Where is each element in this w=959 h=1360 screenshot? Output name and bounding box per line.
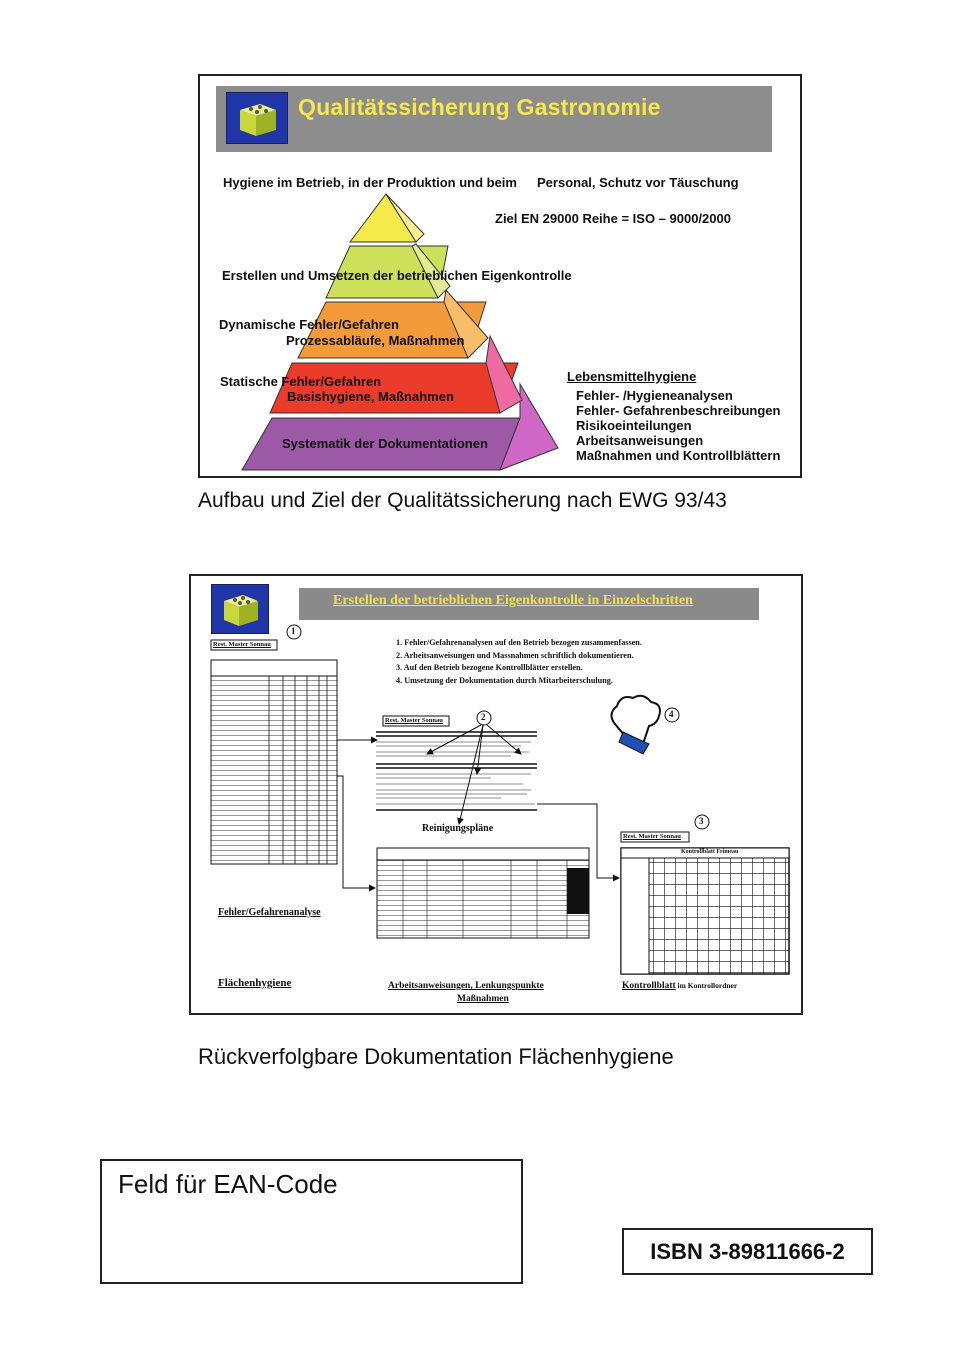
marker-1-number: 1: [291, 626, 296, 636]
fehler-analyse-label: Fehler/Gefahrenanalyse: [218, 907, 321, 918]
marker-3-number: 3: [699, 816, 704, 826]
side-item: Fehler- /Hygieneanalysen: [576, 388, 733, 403]
figure2-title: Erstellen der betrieblichen Eigenkontrolle in Einzelschritten: [333, 593, 693, 608]
cleaning-plan-table: [377, 848, 589, 938]
reinigungsplaene-label: Reinigungspläne: [422, 823, 494, 834]
side-item: Fehler- Gefahrenbeschreibungen: [576, 403, 781, 418]
flaechenhygiene-label: Flächenhygiene: [218, 977, 292, 989]
level-statisch-label: Statische Fehler/Gefahren: [220, 374, 382, 389]
level-statisch-sublabel: Basishygiene, Maßnahmen: [287, 389, 454, 404]
level-dynamisch-label: Dynamische Fehler/Gefahren: [219, 317, 399, 332]
control-sheet-header: Kontrollblatt Frimeau: [681, 849, 739, 855]
step-item: 1. Fehler/Gefahrenanalysen auf den Betrieb bezogen zusammenfassen.: [396, 638, 642, 647]
ean-code-field: [100, 1159, 523, 1284]
massnahmen-label: Maßnahmen: [457, 994, 509, 1004]
rest-label: Rest. Master Sonnau: [213, 641, 271, 648]
step-item: 4. Umsetzung der Dokumentation durch Mitarbeiterschulung.: [396, 676, 613, 685]
arbeitsanweisungen-label: Arbeitsanweisungen, Lenkungspunkte: [388, 981, 544, 991]
ziel-text: Ziel EN 29000 Reihe = ISO – 9000/2000: [495, 211, 731, 226]
chef-hat-icon: [611, 696, 660, 754]
quality-pyramid-figure: [198, 74, 802, 478]
rest-label: Rest. Master Sonnau: [623, 833, 681, 840]
marker-4-number: 4: [669, 709, 674, 719]
figure-title: Qualitätssicherung Gastronomie: [298, 94, 661, 120]
documentation-steps-figure: [189, 574, 803, 1015]
step-item: 2. Arbeitsanweisungen und Massnahmen schriftlich dokumentieren.: [396, 651, 634, 660]
figure1-caption: Aufbau und Ziel der Qualitätssicherung nach EWG 93/43: [198, 489, 727, 512]
figure2-caption: Rückverfolgbare Dokumentation Flächenhygiene: [198, 1044, 674, 1069]
kontrollblatt-label: Kontrollblatt im Kontrollordner: [622, 981, 738, 991]
isbn-box: [622, 1228, 873, 1275]
documentation-flow-diagram: [191, 576, 805, 1017]
level-eigenkontrolle-label: Erstellen und Umsetzen der betrieblichen Eigenkontrolle: [222, 268, 572, 283]
marker-2-number: 2: [481, 712, 486, 722]
ean-label: Feld für EAN-Code: [118, 1169, 338, 1199]
top-left-text: Hygiene im Betrieb, in der Produktion und beim: [223, 175, 517, 190]
step-item: 3. Auf den Betrieb bezogene Kontrollblätter erstellen.: [396, 663, 583, 672]
level-base-label: Systematik der Dokumentationen: [282, 436, 488, 451]
side-item: Arbeitsanweisungen: [576, 433, 704, 448]
isbn-number: ISBN 3-89811666-2: [650, 1239, 845, 1264]
rest-label: Rest. Master Sonnau: [385, 717, 443, 724]
top-right-text: Personal, Schutz vor Täuschung: [537, 175, 739, 190]
analysis-table: [211, 660, 337, 864]
side-item: Risikoeinteilungen: [576, 418, 692, 433]
side-heading: Lebensmittelhygiene: [567, 369, 697, 384]
side-item: Maßnahmen und Kontrollblättern: [576, 448, 781, 463]
level-dynamisch-sublabel: Prozessabläufe, Maßnahmen: [286, 333, 465, 348]
